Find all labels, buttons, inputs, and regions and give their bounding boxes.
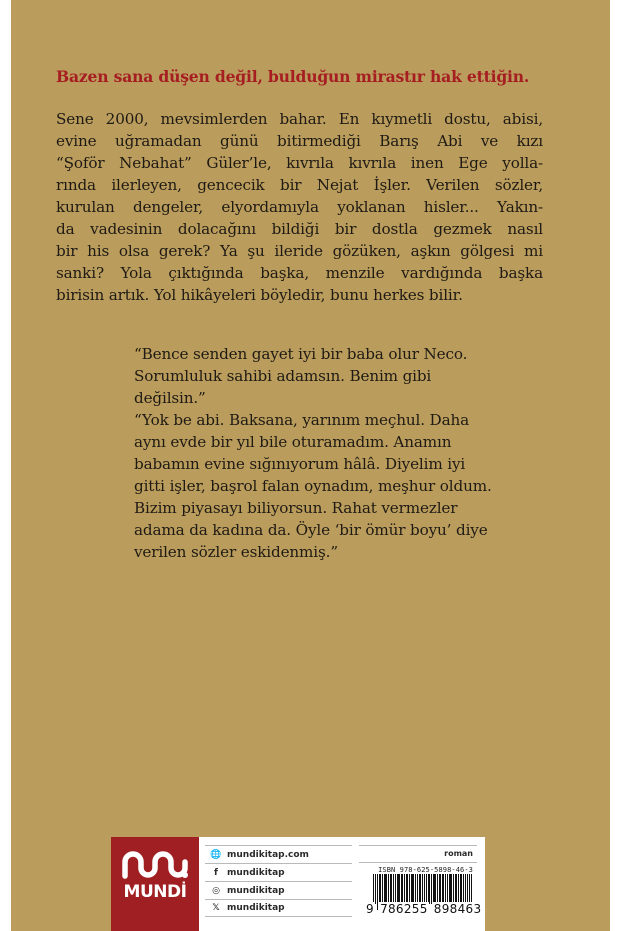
blurb-line: Sene 2000, mevsimlerden bahar. En kıymetli dostu, abisi,: [56, 110, 543, 128]
dialogue-excerpt: [134, 343, 554, 563]
link-label: mundikitap.com: [227, 849, 309, 860]
blurb-line: birisin artık. Yol hikâyeleri böyledir, bunu herkes bilir.: [56, 286, 463, 304]
quote-line: verilen sözler eskidenmiş.”: [134, 543, 338, 561]
quote-line: Sorumluluk sahibi adamsın. Benim gibi: [134, 367, 432, 385]
isbn-label: ISBN 978-625-5898-46-3: [378, 866, 473, 874]
quote-line: gitti işler, başrol falan oynadım, meşhur oldum.: [134, 477, 492, 495]
quote-line: adama da kadına da. Öyle ‘bir ömür boyu’ diye: [134, 521, 488, 539]
blurb-line: da vadesinin dolacağını bildiği bir dostla gezmek nasıl: [56, 220, 543, 238]
blurb-line: kurulan dengeler, elyordamıyla yoklanan hisler... Yakın-: [56, 198, 543, 216]
blurb-line: sanki? Yola çıktığında başka, menzile vardığında başka: [56, 264, 543, 282]
link-x[interactable]: [205, 899, 352, 917]
quote-line: “Yok be abi. Baksana, yarınım meçhul. Daha: [134, 411, 470, 429]
link-instagram[interactable]: [205, 881, 352, 899]
publisher-logo: [111, 837, 199, 931]
blurb-line: bir his olsa gerek? Ya şu ileride gözüken, aşkın gölgesi mi: [56, 242, 543, 260]
link-website[interactable]: [205, 845, 352, 863]
blurb-paragraph: [56, 108, 543, 306]
quote-line: Bizim piyasayı biliyorsun. Rahat vermezler: [134, 499, 458, 517]
publisher-links: [199, 837, 359, 931]
blurb-line: “Şoför Nebahat” Güler’le, kıvrıla kıvrıla inen Ege yolla-: [56, 154, 543, 172]
quote-line: aynı evde bir yıl bile oturamadım. Anamın: [134, 433, 452, 451]
mundi-wave-icon: [120, 846, 192, 882]
book-meta: [359, 837, 482, 931]
quote-line: babamın evine sığınıyorum hâlâ. Diyelim iyi: [134, 455, 466, 473]
link-label: mundikitap: [227, 903, 285, 913]
globe-icon: 🌐: [210, 849, 222, 860]
cover-headline: Bazen sana düşen değil, bulduğun mirastır hak ettiğin.: [56, 67, 530, 86]
quote-line: değilsin.”: [134, 389, 206, 407]
blurb-line: rında ilerleyen, gencecik bir Nejat İşler. Verilen sözler,: [56, 176, 543, 194]
genre-label: roman: [359, 845, 477, 863]
blurb-line: evine uğramadan günü bitirmediği Barış Abi ve kızı: [56, 132, 543, 150]
facebook-icon: f: [214, 867, 218, 878]
link-label: mundikitap: [227, 867, 285, 878]
imprint-panel: [111, 837, 485, 931]
instagram-icon: ◎: [212, 885, 220, 896]
link-label: mundikitap: [227, 885, 285, 896]
x-icon: 𝕏: [212, 903, 220, 913]
barcode-digits: 9 786255 898463: [366, 902, 482, 916]
isbn-barcode: [365, 874, 482, 916]
quote-line: “Bence senden gayet iyi bir baba olur Neco.: [134, 345, 468, 363]
link-facebook[interactable]: [205, 863, 352, 881]
publisher-logo-text: MUNDİ: [123, 882, 187, 902]
